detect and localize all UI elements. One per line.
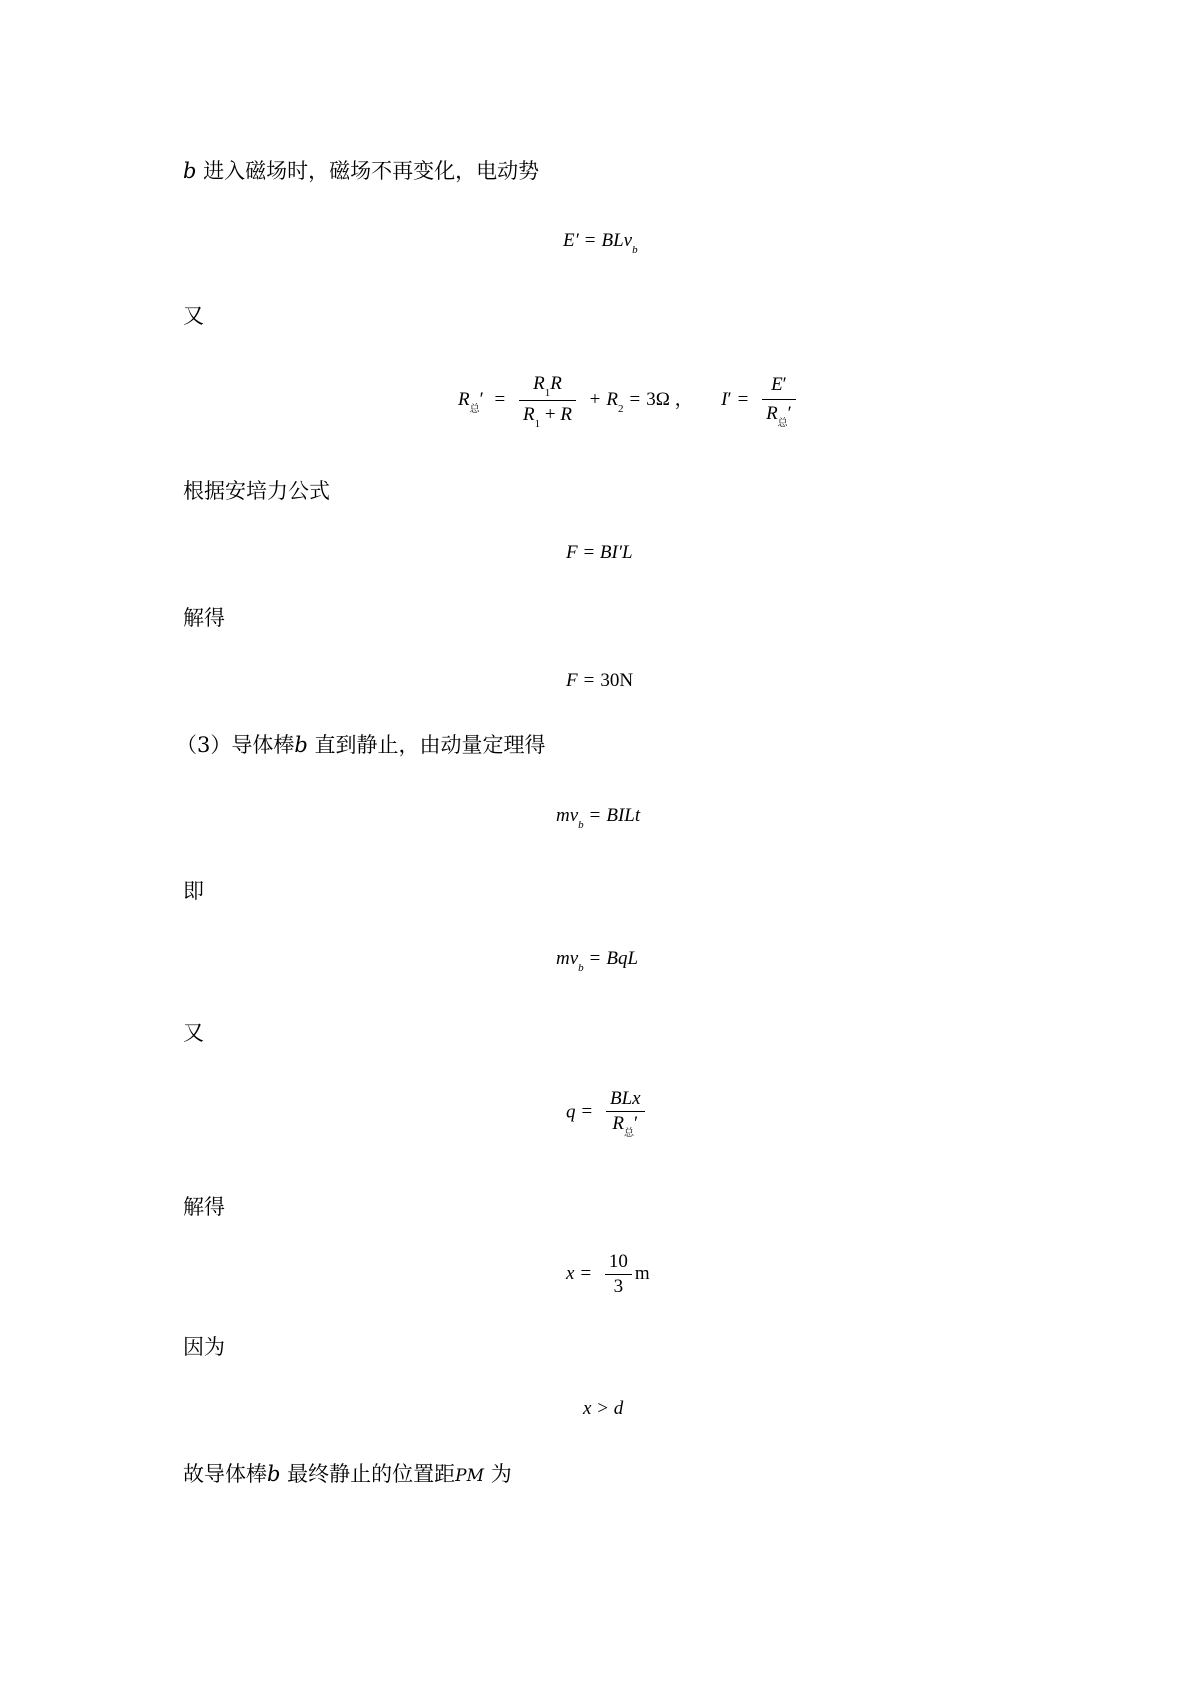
text-part3-tail: 直到静止，由动量定理得 — [314, 733, 546, 757]
text-line-ji: 即 — [183, 879, 204, 903]
eq4-lhs: F — [566, 670, 578, 691]
eq7-num: BLx — [606, 1087, 645, 1112]
eq3-text: F = BI′L — [566, 542, 633, 563]
eq5-rhs: BILt — [606, 805, 641, 826]
text-line-enter-field — [183, 158, 539, 184]
equation-momentum-2: $mv_b$ = BqL — [556, 948, 639, 974]
eq8-den: 3 — [613, 1276, 624, 1297]
eq7-lhs: q — [566, 1101, 576, 1123]
eq2-zong: 总 — [469, 403, 480, 415]
text-final-mid: 最终静止的位置距 — [287, 1462, 456, 1486]
eq1-lhs: E′ — [563, 230, 579, 251]
eq7-fraction: $\frac{\text{BLx}}{R_总'}$ — [606, 1087, 645, 1139]
eq2-sep: ， — [674, 388, 694, 410]
symbol-b-2: b — [294, 733, 308, 757]
eq2-fraction: $\frac{R_1R}{R_1 + R}$ — [519, 370, 576, 431]
text-line-you-1: 又 — [183, 304, 204, 328]
text-part3-head: （3）导体棒 — [176, 733, 295, 757]
eq4-rhs: 30N — [600, 670, 634, 691]
symbol-PM: PM — [455, 1466, 484, 1486]
equation-comparison — [583, 1398, 623, 1420]
equation-force-result: F = 30N — [566, 670, 634, 691]
equation-emf: E′ = BLv$_b$ — [563, 230, 638, 256]
eq8-lhs: x — [566, 1262, 575, 1284]
text-final-head: 故导体棒 — [183, 1462, 267, 1486]
text-enter-field: 进入磁场时，磁场不再变化，电动势 — [203, 159, 540, 183]
text-line-ampere-formula: 根据安培力公式 — [183, 479, 330, 503]
eq1-sub-b: b — [632, 244, 638, 256]
text-line-you-2: 又 — [183, 1021, 204, 1045]
eq1-rhs: BLv — [601, 230, 633, 251]
text-line-part3 — [176, 732, 546, 758]
eq8-num: 10 — [605, 1250, 632, 1275]
text-line-jiede-1: 解得 — [183, 606, 225, 630]
equation-total-resistance: $R_总'$ = $\frac{R_1R}{R_1 + R}$ + $R_2 = 3\Omega$ ， I′ = $\frac{E'}{R_总'}$ — [458, 370, 799, 431]
equation-displacement: x = $\frac{10}{3}$ m — [566, 1251, 650, 1297]
symbol-b: b — [183, 159, 197, 183]
eq2-value: 3Ω — [646, 388, 670, 410]
eq8-fraction — [605, 1250, 632, 1299]
eq2-current-fraction: $\frac{E'}{R_总'}$ — [762, 371, 796, 431]
eq8-unit: m — [634, 1262, 650, 1284]
text-line-final-position — [183, 1461, 512, 1489]
text-line-jiede-2: 解得 — [183, 1195, 225, 1219]
equation-momentum-1: $mv_b$ = BILt — [556, 805, 641, 831]
eq9-text: x > d — [583, 1398, 624, 1419]
text-final-tail: 为 — [490, 1462, 512, 1486]
text-line-yinwei: 因为 — [183, 1335, 225, 1359]
eq6-rhs: BqL — [606, 948, 639, 969]
equation-ampere-force — [566, 542, 633, 564]
symbol-b-3: b — [267, 1462, 281, 1486]
equation-charge: q = $\frac{\text{BLx}}{R_总'}$ — [566, 1087, 648, 1139]
